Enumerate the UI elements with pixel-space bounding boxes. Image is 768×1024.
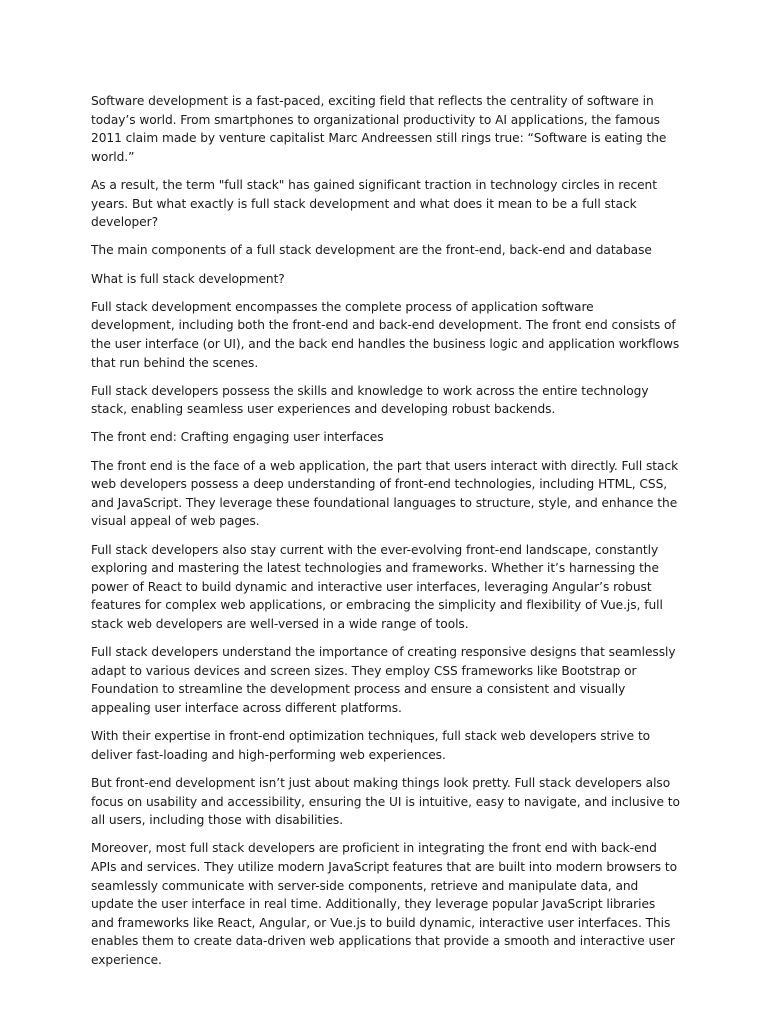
full-stack-definition-paragraph: Full stack development encompasses the complete process of application software development, including both the front-end and back-end development. The front end consists of the user interface (or UI), and the back end handles the business logic and application workflows that run behind the scenes. — [91, 299, 680, 370]
front-end-face-paragraph: The front end is the face of a web application, the part that users interact with directly. Full stack web developers possess a deep understanding of front-end technologies, including HTML, CSS, and JavaScript. They leverage these foundational languages to structure, style, and enhance the visual appeal of web pages. — [91, 458, 679, 529]
optimization-paragraph: With their expertise in front-end optimization techniques, full stack web developers strive to deliver fast-loading and high-performing web experiences. — [91, 729, 651, 762]
api-integration-paragraph: Moreover, most full stack developers are proficient in integrating the front end with back-end APIs and services. They utilize modern JavaScript features that are built into modern browsers to seamlessly communicate with server-side components, retrieve and manipulate data, and update the user interface in real time. Additionally, they leverage popular JavaScript libraries and frameworks like React, Angular, or Vue.js to build dynamic, interactive user interfaces. This enables them to create data-driven web applications that provide a smooth and interactive user experience. — [91, 841, 678, 967]
section-heading-what-is-full-stack: What is full stack development? — [91, 271, 285, 286]
main-components-paragraph: The main components of a full stack development are the front-end, back-end and database — [91, 243, 652, 258]
full-stack-question-paragraph: As a result, the term "full stack" has gained significant traction in technology circles in recent years. But what exactly is full stack development and what does it mean to be a full stack developer? — [91, 177, 657, 230]
usability-paragraph: But front-end development isn’t just about making things look pretty. Full stack developers also focus on usability and accessibility, ensuring the UI is intuitive, easy to navigate, and inclusive to all users, including those with disabilities. — [91, 775, 680, 828]
front-end-frameworks-paragraph: Full stack developers also stay current with the ever-evolving front-end landscape, constantly exploring and mastering the latest technologies and frameworks. Whether it’s harnessing the power of React to build dynamic and interactive user interfaces, leveraging Angular’s robust features for complex web applications, or embracing the simplicity and flexibility of Vue.js, full stack web developers are well-versed in a wide range of tools. — [91, 542, 663, 631]
intro-paragraph: Software development is a fast-paced, exciting field that reflects the centrality of software in today’s world. From smartphones to organizational productivity to AI applications, the famous 2011 claim made by venture capitalist Marc Andreessen still rings true: “Software is eating the world.” — [91, 94, 667, 164]
responsive-design-paragraph: Full stack developers understand the importance of creating responsive designs that seamlessly adapt to various devices and screen sizes. They employ CSS frameworks like Bootstrap or Foundation to streamline the development process and ensure a consistent and visually appealing user interface across different platforms. — [91, 645, 676, 715]
section-heading-front-end: The front end: Crafting engaging user interfaces — [91, 430, 384, 445]
document-body — [91, 92, 681, 979]
full-stack-skills-paragraph: Full stack developers possess the skills and knowledge to work across the entire technology stack, enabling seamless user experiences and developing robust backends. — [91, 383, 649, 417]
